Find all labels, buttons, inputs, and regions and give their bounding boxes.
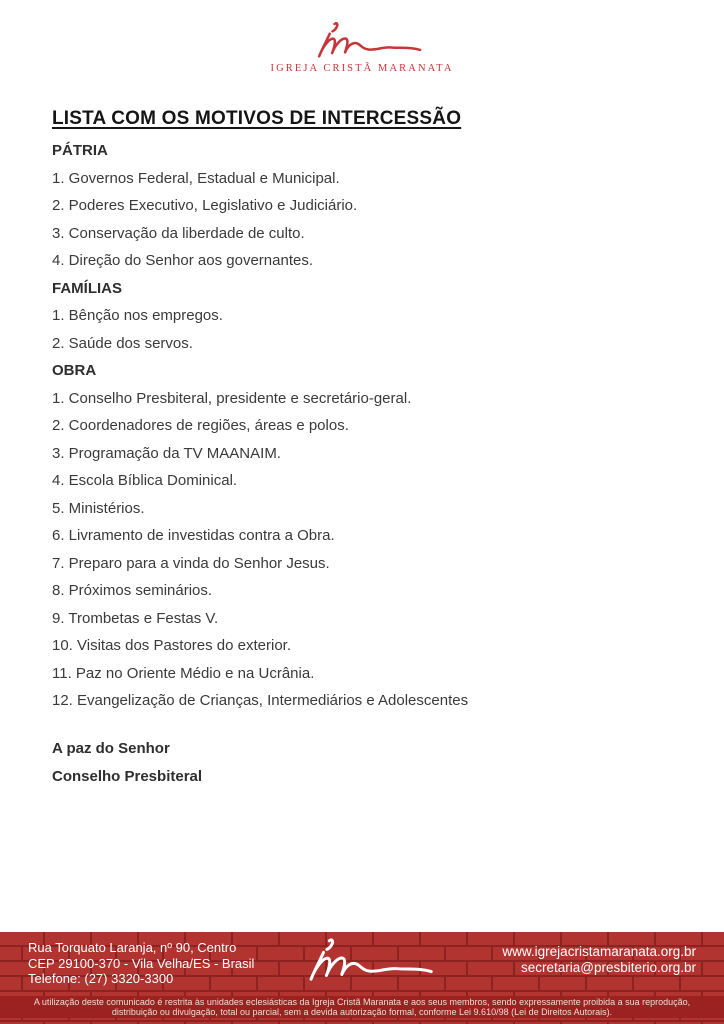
address-line: Rua Torquato Laranja, nº 90, Centro [28, 940, 237, 955]
section-heading: FAMÍLIAS [52, 279, 122, 297]
list-item: 9. Trombetas e Festas V. [52, 609, 219, 627]
footer-address [28, 940, 254, 987]
page-title: LISTA COM OS MOTIVOS DE INTERCESSÃO [52, 108, 462, 129]
document-content [52, 108, 688, 796]
list-item: 4. Escola Bíblica Dominical. [52, 472, 238, 489]
logo-caption: IGREJA CRISTÃ MARANATA [270, 63, 454, 74]
list-item: 3. Programação da TV MAANAIM. [52, 444, 281, 462]
list-item: 4. Direção do Senhor aos governantes. [52, 252, 313, 269]
list-item: 8. Próximos seminários. [52, 582, 213, 599]
list-item: 11. Paz no Oriente Médio e na Ucrânia. [52, 664, 315, 682]
footer-website-link[interactable]: www.igrejacristamaranata.org.br [502, 944, 696, 959]
legal-band [0, 996, 724, 1018]
list-item: 10. Visitas dos Pastores do exterior. [52, 637, 292, 654]
list-item: 7. Preparo para a vinda do Senhor Jesus. [52, 554, 330, 572]
letterhead-header [0, 20, 724, 74]
letterhead-footer [0, 932, 724, 1024]
list-item: 1. Conselho Presbiteral, presidente e secretário-geral. [52, 389, 412, 407]
list-item: 2. Coordenadores de regiões, áreas e polos. [52, 417, 349, 434]
address-line: Telefone: (27) 3320-3300 [28, 971, 174, 987]
closing-line: A paz do Senhor [52, 740, 170, 757]
closing-block [52, 741, 688, 784]
list-item: 12. Evangelização de Crianças, Intermediários e Adolescentes [52, 692, 469, 709]
legal-notice: A utilização deste comunicado é restrita às unidades eclesiásticas da Igreja Cristã Maranata e aos seus membros, sendo expressamente proibida a sua reprodução, distribuição ou divulgação, total ou parcial, sem a devida autorização formal, conforme Lei 9.610/98 (Lei de Direitos Autorais). [33, 996, 691, 1017]
closing-line: Conselho Presbiteral [52, 767, 203, 785]
list-item: 5. Ministérios. [52, 499, 145, 517]
intercession-list [52, 143, 688, 708]
im-signature-logo [287, 20, 437, 62]
list-item: 1. Bênção nos empregos. [52, 307, 223, 324]
section-heading: OBRA [52, 362, 97, 379]
list-item: 2. Poderes Executivo, Legislativo e Judiciário. [52, 197, 358, 214]
address-line: CEP 29100-370 - Vila Velha/ES - Brasil [28, 955, 255, 971]
list-item: 1. Governos Federal, Estadual e Municipal. [52, 169, 340, 187]
list-item: 2. Saúde dos servos. [52, 334, 193, 352]
list-item: 6. Livramento de investidas contra a Obra. [52, 527, 335, 544]
footer-email-link[interactable]: secretaria@presbiterio.org.br [520, 960, 696, 975]
im-signature-logo-white [278, 936, 446, 991]
section-heading: PÁTRIA [52, 142, 108, 159]
list-item: 3. Conservação da liberdade de culto. [52, 224, 305, 242]
